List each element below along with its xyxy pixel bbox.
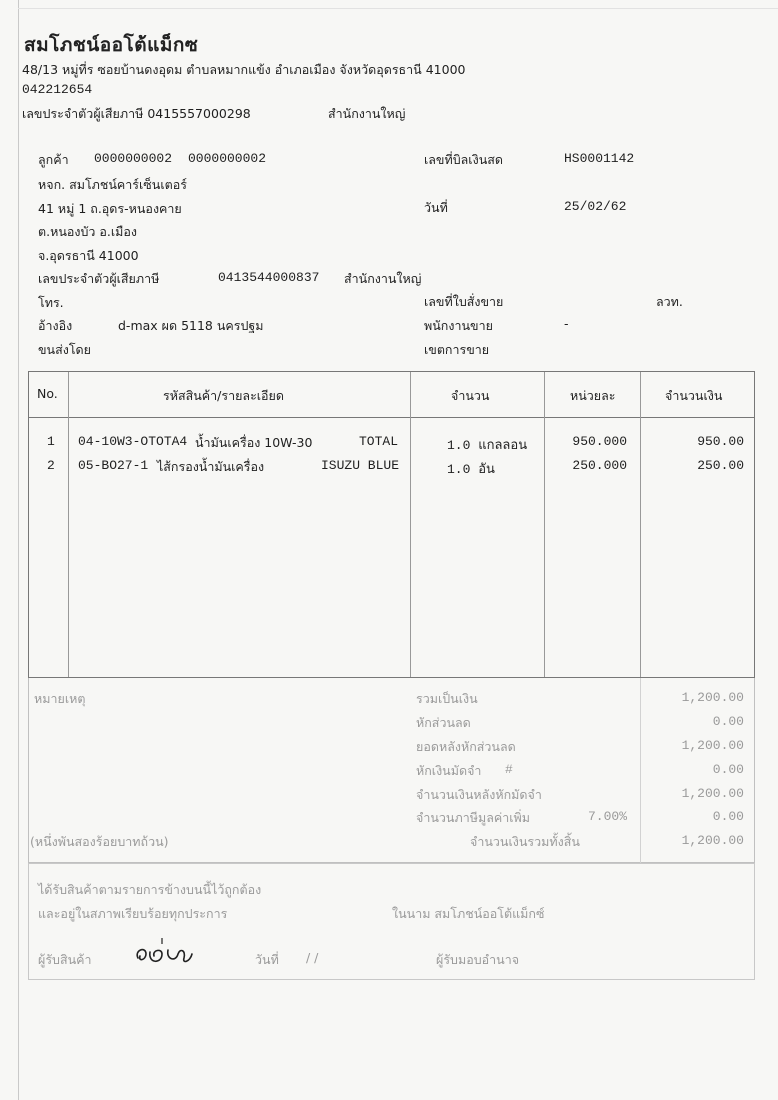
customer-code-2: 0000000002 [188, 151, 267, 166]
summary-vat-rate: 7.00% [588, 809, 628, 824]
reference-value: d-max ผด 5118 นครปฐม [118, 318, 264, 333]
header-amount: จำนวนเงิน [665, 388, 723, 403]
customer-address-1: 41 หมู่ 1 ถ.อุดร-หนองคาย [38, 201, 182, 216]
page-edge [18, 0, 19, 1100]
table-row-code: 05-BO27-1 [78, 458, 149, 473]
po-label: เลขที่ใบสั่งขาย [424, 294, 504, 309]
table-row-qty: 1.0 อัน [447, 462, 495, 477]
column-divider [68, 372, 69, 677]
shipping-label: ขนส่งโดย [38, 342, 91, 357]
sales-area-label: เขตการขาย [424, 342, 490, 357]
table-header-divider [29, 417, 754, 418]
salesman-label: พนักงานขาย [424, 318, 493, 333]
company-name: สมโภชน์ออโต้แม็กซ [24, 34, 199, 56]
bill-no: HS0001142 [564, 151, 635, 166]
bill-date: 25/02/62 [564, 199, 627, 214]
amount-in-words: (หนึ่งพันสองร้อยบาทถ้วน) [30, 834, 169, 849]
column-divider [544, 372, 545, 677]
summary-label-after-deposit: จำนวนเงินหลังหักมัดจำ [416, 787, 542, 802]
summary-value-total: 1,200.00 [681, 690, 744, 705]
summary-label-vat: จำนวนภาษีมูลค่าเพิ่ม [416, 810, 530, 825]
remark-label: หมายเหตุ [34, 691, 86, 706]
handwritten-signature [132, 938, 200, 972]
received-text-1: ได้รับสินค้าตามรายการข้างบนนี้ไว้ถูกต้อง [38, 882, 262, 897]
header-qty: จำนวน [451, 388, 490, 403]
summary-label-deposit: หักเงินมัดจำ [416, 763, 482, 778]
salesman-value: - [564, 316, 569, 331]
table-row-no: 1 [47, 434, 55, 449]
company-address: 48/13 หมู่ที่ร ซอยบ้านดงอุดม ตำบลหมากแข้ง อำเภอเมือง จังหวัดอุดรธานี 41000 [22, 62, 466, 77]
header-no: No. [37, 386, 58, 401]
table-row-amount: 250.00 [697, 458, 744, 473]
column-divider [410, 372, 411, 677]
table-row-unit-price: 950.000 [572, 434, 627, 449]
table-row-unit-price: 250.000 [572, 458, 627, 473]
reference-label: อ้างอิง [38, 318, 73, 333]
items-table [28, 371, 755, 678]
company-tax-id: เลขประจำตัวผู้เสียภาษี 0415557000298 [22, 106, 251, 121]
summary-deposit-mark: # [505, 762, 513, 777]
receiver-label: ผู้รับสินค้า [38, 952, 92, 967]
customer-code: 0000000002 [94, 151, 173, 166]
table-row-no: 2 [47, 458, 55, 473]
customer-address-2: ต.หนองบัว อ.เมือง [38, 224, 138, 239]
bill-no-label: เลขที่บิลเงินสด [424, 152, 503, 167]
summary-value-vat: 0.00 [712, 809, 744, 824]
summary-value-grand-total: 1,200.00 [681, 833, 744, 848]
table-row-code: 04-10W3-OTOTA4 [78, 434, 188, 449]
header-item: รหัสสินค้า/รายละเอียด [163, 388, 285, 403]
customer-tax-id: 0413544000837 [218, 270, 320, 285]
summary-value-discount: 0.00 [712, 714, 744, 729]
top-edge [18, 8, 778, 9]
company-phone: 042212654 [22, 82, 93, 97]
on-behalf-text: ในนาม สมโภชน์ออโต้แม็กซ์ [392, 906, 545, 921]
summary-value-after-discount: 1,200.00 [681, 738, 744, 753]
signature-date-label: วันที่ [255, 952, 279, 967]
summary-value-deposit: 0.00 [712, 762, 744, 777]
customer-phone-label: โทร. [38, 295, 64, 310]
table-row-desc: น้ำมันเครื่อง 10W-30 [195, 435, 313, 450]
customer-address-3: จ.อุดรธานี 41000 [38, 248, 139, 263]
summary-divider [640, 678, 641, 863]
table-row-desc: ไส้กรองน้ำมันเครื่อง [157, 459, 265, 474]
summary-value-after-deposit: 1,200.00 [681, 786, 744, 801]
table-row-amount: 950.00 [697, 434, 744, 449]
summary-label-total: รวมเป็นเงิน [416, 691, 478, 706]
column-divider [640, 372, 641, 677]
table-row-brand: TOTAL [359, 434, 399, 449]
company-branch: สำนักงานใหญ่ [328, 106, 406, 121]
table-row-qty: 1.0 แกลลอน [447, 438, 528, 453]
summary-label-discount: หักส่วนลด [416, 715, 471, 730]
received-text-2: และอยู่ในสภาพเรียบร้อยทุกประการ [38, 906, 228, 921]
customer-label: ลูกค้า [38, 152, 69, 167]
customer-tax-label: เลขประจำตัวผู้เสียภาษี [38, 271, 160, 286]
customer-name: หจก. สมโภชน์คาร์เซ็นเตอร์ [38, 177, 187, 192]
po-value: ลวท. [656, 294, 683, 309]
customer-branch: สำนักงานใหญ่ [344, 271, 422, 286]
signature-date-blank: / / [306, 950, 319, 965]
header-unit-price: หน่วยละ [570, 388, 616, 403]
summary-label-after-discount: ยอดหลังหักส่วนลด [416, 739, 516, 754]
summary-label-grand-total: จำนวนเงินรวมทั้งสิ้น [470, 834, 580, 849]
table-row-brand: ISUZU BLUE [321, 458, 400, 473]
authorized-label: ผู้รับมอบอำนาจ [436, 952, 520, 967]
date-label: วันที่ [424, 200, 448, 215]
